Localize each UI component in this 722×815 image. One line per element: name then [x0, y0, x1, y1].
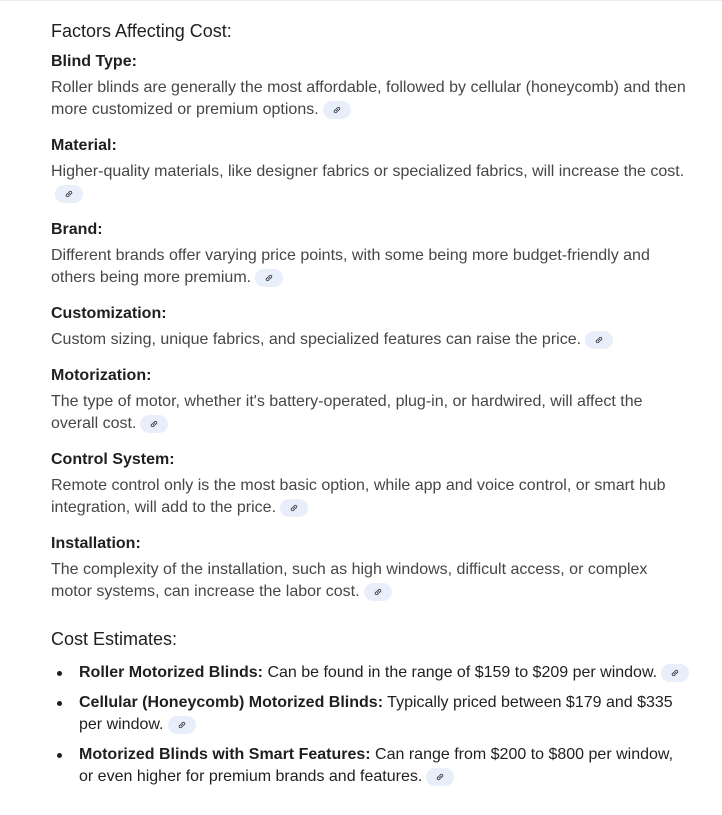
- link-icon: [264, 273, 274, 283]
- source-link-chip[interactable]: [661, 664, 689, 682]
- bullet: [57, 701, 62, 706]
- source-link-chip[interactable]: [55, 185, 83, 203]
- list-item: [51, 662, 691, 684]
- factor-item: [51, 51, 691, 121]
- factor-desc: [51, 391, 691, 435]
- link-icon: [177, 720, 187, 730]
- estimate-text: Can be found in the range of $159 to $209 per window.: [263, 664, 658, 681]
- factor-item: [51, 365, 691, 435]
- factor-title: Control System:: [51, 451, 175, 468]
- factor-item: [51, 135, 691, 205]
- factor-desc-text: The complexity of the installation, such as high windows, difficult access, or complex motor systems, can increase the labor cost.: [51, 561, 648, 600]
- source-link-chip[interactable]: [323, 101, 351, 119]
- cost-estimates-heading: Cost Estimates:: [51, 629, 178, 649]
- link-icon: [594, 335, 604, 345]
- link-icon: [435, 772, 445, 782]
- factor-desc: [51, 161, 691, 205]
- factor-item: [51, 533, 691, 603]
- link-icon: [332, 105, 342, 115]
- link-icon: [64, 189, 74, 199]
- factor-desc: [51, 245, 691, 289]
- factor-item: [51, 303, 691, 351]
- factor-item: [51, 219, 691, 289]
- factor-title: Installation:: [51, 535, 141, 552]
- factor-desc: [51, 329, 691, 351]
- source-link-chip[interactable]: [585, 331, 613, 349]
- factor-desc-text: Different brands offer varying price points, with some being more budget-friendly and others being more premium.: [51, 247, 650, 286]
- estimate-text: Can range from $200 to $800 per window, or even higher for premium brands and features.: [79, 746, 674, 785]
- factor-desc-text: Roller blinds are generally the most affordable, followed by cellular (honeycomb) and then more customized or premium options.: [51, 79, 686, 118]
- list-item: [51, 744, 691, 788]
- list-item: [51, 692, 691, 736]
- factor-title: Motorization:: [51, 367, 152, 384]
- factor-desc-text: Higher-quality materials, like designer fabrics or specialized fabrics, will increase the cost.: [51, 163, 685, 180]
- source-link-chip[interactable]: [168, 716, 196, 734]
- factor-desc: [51, 475, 691, 519]
- top-divider: [0, 0, 722, 1]
- factor-title: Customization:: [51, 305, 167, 322]
- factor-title: Blind Type:: [51, 53, 137, 70]
- source-link-chip[interactable]: [280, 499, 308, 517]
- factor-desc: [51, 77, 691, 121]
- factor-title: Brand:: [51, 221, 103, 238]
- link-icon: [373, 587, 383, 597]
- source-link-chip[interactable]: [426, 768, 454, 786]
- bullet: [57, 671, 62, 676]
- source-link-chip[interactable]: [140, 415, 168, 433]
- source-link-chip[interactable]: [255, 269, 283, 287]
- link-icon: [670, 668, 680, 678]
- factor-title: Material:: [51, 137, 117, 154]
- link-icon: [289, 503, 299, 513]
- estimate-label: Cellular (Honeycomb) Motorized Blinds:: [79, 694, 384, 711]
- estimate-label: Motorized Blinds with Smart Features:: [79, 746, 371, 763]
- bullet: [57, 753, 62, 758]
- factor-desc-text: Remote control only is the most basic option, while app and voice control, or smart hub integration, will add to the price.: [51, 477, 666, 516]
- factor-desc-text: The type of motor, whether it's battery-operated, plug-in, or hardwired, will affect the overall cost.: [51, 393, 643, 432]
- factors-heading: Factors Affecting Cost:: [51, 21, 232, 41]
- source-link-chip[interactable]: [364, 583, 392, 601]
- factor-desc: [51, 559, 691, 603]
- response-content: [51, 18, 691, 796]
- estimate-text: Typically priced between $179 and $335 per window.: [79, 694, 673, 733]
- estimate-label: Roller Motorized Blinds:: [79, 664, 263, 681]
- cost-estimates-list: [51, 662, 691, 788]
- link-icon: [149, 419, 159, 429]
- factor-desc-text: Custom sizing, unique fabrics, and specialized features can raise the price.: [51, 331, 582, 348]
- factors-list: [51, 51, 691, 603]
- factor-item: [51, 449, 691, 519]
